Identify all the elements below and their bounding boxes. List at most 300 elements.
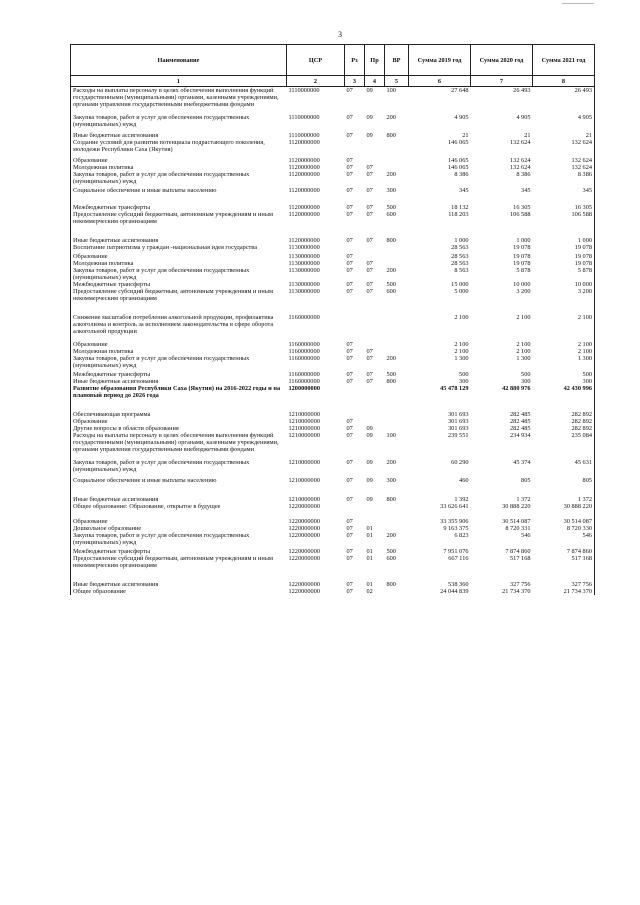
row-csr: 1120000000 [288,204,320,211]
row-sum-2021: 106 588 [533,211,595,237]
row-rz [345,139,365,157]
row-rz: 07 [346,348,353,355]
row-sum-2019: 8 386 [454,171,469,178]
row-name: Закупка товаров, работ и услуг для обеспечения государственных (муниципальных) нужд [71,171,287,187]
row-sum-2020: 30 514 087 [502,518,531,525]
row-csr: 1210000000 [288,411,320,418]
row-name: Общее образование [71,588,287,595]
row-sum-2019: 5 000 [454,288,469,295]
row-vr [385,253,409,260]
row-vr: 300 [386,187,396,194]
row-sum-2019: 27 648 [451,87,469,94]
table-row [71,432,595,459]
row-csr: 1220000000 [288,525,320,532]
row-pr: 07 [366,187,373,194]
row-pr [365,385,385,411]
row-sum-2020: 132 624 [510,164,531,171]
row-sum-2019: 60 290 [451,459,469,466]
row-pr: 07 [366,237,373,244]
row-name: Межбюджетные трансферты [71,548,287,555]
row-sum-2021: 500 [533,371,595,378]
row-rz: 07 [346,555,353,562]
row-sum-2020: 10 000 [513,281,531,288]
row-sum-2020: 282 485 [510,418,531,425]
row-rz: 07 [346,341,353,348]
row-sum-2020: 3 200 [516,288,531,295]
row-sum-2021: 10 000 [533,281,595,288]
row-pr [365,139,385,157]
row-sum-2021: 8 720 330 [533,525,595,532]
row-csr: 1220000000 [288,518,320,525]
row-pr: 09 [366,432,373,439]
row-sum-2021: 1 000 [533,237,595,244]
table-row [71,267,595,281]
row-sum-2021: 300 [533,378,595,385]
row-name: Социальное обеспечение и иные выплаты населению [71,187,287,204]
row-sum-2020: 132 624 [510,157,531,164]
row-vr [385,411,409,418]
table-row [71,164,595,171]
table-row [71,411,595,418]
table-row [71,132,595,139]
table-row [71,385,595,411]
row-pr: 07 [366,288,373,295]
row-sum-2019: 28 563 [451,253,469,260]
row-pr: 09 [366,477,373,484]
row-rz: 07 [346,425,353,432]
row-csr: 1120000000 [288,211,320,218]
row-rz: 07 [346,518,353,525]
row-rz: 07 [346,164,353,171]
row-name: Иные бюджетные ассигнования [71,378,287,385]
row-sum-2019: 1 300 [454,355,469,362]
row-name: Иные бюджетные ассигнования [71,237,287,244]
table-row [71,588,595,595]
row-sum-2020: 42 880 976 [502,385,531,392]
row-pr: 07 [366,211,373,218]
row-pr: 07 [366,260,373,267]
row-name: Предоставление субсидий бюджетным, автономным учреждениям и иным некоммерческим организациям [71,211,287,237]
row-pr: 07 [366,164,373,171]
row-rz: 07 [346,267,353,274]
row-pr: 09 [366,496,373,503]
row-sum-2019: 301 693 [448,425,469,432]
row-pr: 07 [366,204,373,211]
row-sum-2019: 1 000 [454,237,469,244]
row-sum-2021: 2 100 [533,341,595,348]
row-sum-2021: 7 874 860 [533,548,595,555]
row-rz [345,314,365,341]
column-index: 7 [471,76,533,87]
row-vr: 200 [386,355,396,362]
row-sum-2019: 667 116 [448,555,469,562]
row-sum-2021: 4 905 [533,114,595,132]
row-name: Расходы на выплаты персоналу в целях обеспечения выполнения функций государственными (муниципальными) органами, казенными учреждениями, органами управления государственными внебюджетными фондами [71,87,287,115]
row-csr: 1220000000 [288,581,320,588]
row-sum-2021: 282 892 [533,418,595,425]
row-sum-2019: 24 044 839 [440,588,469,595]
table-row [71,244,595,253]
row-name: Социальное обеспечение и иные выплаты населению [71,477,287,496]
row-sum-2020: 2 100 [516,341,531,348]
row-csr: 1210000000 [288,432,320,439]
row-sum-2020: 1 300 [516,355,531,362]
row-vr [385,418,409,425]
row-vr: 500 [386,281,396,288]
column-index: 5 [385,76,409,87]
row-csr: 1210000000 [288,425,320,432]
row-sum-2020: 2 100 [516,348,531,355]
row-csr: 1130000000 [288,253,320,260]
row-pr [365,157,385,164]
row-vr: 500 [386,548,396,555]
row-pr: 09 [366,114,373,121]
row-rz: 07 [346,87,353,94]
row-csr: 1130000000 [288,244,320,251]
row-vr: 800 [386,581,396,588]
row-sum-2019: 2 100 [454,348,469,355]
row-vr [385,588,409,595]
header-vr: ВР [385,45,409,76]
row-sum-2021: 805 [533,477,595,496]
table-row [71,425,595,432]
table-row [71,418,595,425]
column-index: 1 [71,76,287,87]
row-sum-2020: 19 078 [513,244,531,251]
header-rz: Рз [345,45,365,76]
table-row [71,503,595,518]
row-vr: 200 [386,459,396,466]
row-rz: 07 [346,355,353,362]
row-vr [385,425,409,432]
row-rz: 07 [346,281,353,288]
row-sum-2020: 4 905 [516,114,531,121]
row-name: Образование [71,418,287,425]
row-sum-2019: 2 100 [454,341,469,348]
row-sum-2021: 235 084 [533,432,595,459]
row-sum-2021: 132 624 [533,157,595,164]
row-sum-2021: 132 624 [533,164,595,171]
row-vr: 600 [386,211,396,218]
row-name: Образование [71,518,287,525]
row-csr: 1220000000 [288,588,320,595]
row-name: Молодежная политика [71,164,287,171]
row-sum-2020: 26 493 [513,87,531,94]
row-pr [365,341,385,348]
row-sum-2020: 345 [521,187,531,194]
row-csr: 1210000000 [288,418,320,425]
row-name: Воспитание патриотизма у граждан -национальная идея государства [71,244,287,253]
row-vr: 800 [386,496,396,503]
row-name: Межбюджетные трансферты [71,371,287,378]
row-sum-2019: 21 [462,132,469,139]
row-sum-2020: 500 [521,371,531,378]
row-name: Предоставление субсидий бюджетным, автономным учреждениям и иным некоммерческим организациям [71,555,287,581]
row-name: Общее образование: Образование, открытое в будущее [71,503,287,518]
row-csr: 1160000000 [288,341,320,348]
row-sum-2020: 106 588 [510,211,531,218]
row-sum-2021: 546 [533,532,595,548]
column-index: 3 [345,76,365,87]
row-pr: 07 [366,348,373,355]
row-pr [365,411,385,418]
row-sum-2020: 2 100 [516,314,531,321]
row-name: Закупка товаров, работ и услуг для обеспечения государственных (муниципальных) нужд [71,355,287,371]
row-rz: 07 [346,371,353,378]
row-vr: 100 [386,87,396,94]
table-row [71,187,595,204]
row-vr [385,518,409,525]
row-csr: 1220000000 [288,503,320,510]
row-rz: 07 [346,204,353,211]
row-name: Иные бюджетные ассигнования [71,132,287,139]
row-sum-2020: 19 078 [513,260,531,267]
table-row [71,253,595,260]
row-sum-2020: 8 386 [516,171,531,178]
row-vr: 200 [386,171,396,178]
row-name: Иные бюджетные ассигнования [71,496,287,503]
row-pr: 07 [366,355,373,362]
row-rz: 07 [346,532,353,539]
row-name: Создание условий для развития потенциала подрастающего поколения, молодежи Республики Саха (Якутия) [71,139,287,157]
table-row [71,518,595,525]
row-pr: 01 [366,581,373,588]
row-pr: 01 [366,532,373,539]
header-sum-2020: Сумма 2020 год [471,45,533,76]
row-csr: 1120000000 [288,187,320,194]
table-row [71,355,595,371]
row-sum-2021: 3 200 [533,288,595,314]
row-sum-2021: 2 100 [533,348,595,355]
row-sum-2019: 4 905 [454,114,469,121]
row-rz: 07 [346,525,353,532]
row-sum-2020: 517 168 [510,555,531,562]
row-sum-2021: 517 168 [533,555,595,581]
row-csr: 1220000000 [288,555,320,562]
row-sum-2019: 28 563 [451,244,469,251]
row-sum-2020: 805 [521,477,531,484]
row-csr: 1110000000 [288,114,320,121]
row-sum-2021: 345 [533,187,595,204]
table-row [71,532,595,548]
row-vr: 800 [386,237,396,244]
row-vr [385,244,409,253]
row-sum-2019: 146 065 [448,139,469,146]
column-index: 8 [533,76,595,87]
row-name: Обеспечивающая программа [71,411,287,418]
row-rz: 07 [346,114,353,121]
table-row [71,288,595,314]
column-index: 4 [365,76,385,87]
table-row [71,371,595,378]
table-row [71,496,595,503]
budget-table [70,44,595,595]
row-csr: 1160000000 [288,378,320,385]
row-csr: 1110000000 [288,87,320,94]
row-vr [385,341,409,348]
row-pr: 09 [366,425,373,432]
table-row [71,459,595,477]
table-row [71,525,595,532]
row-name: Закупка товаров, работ и услуг для обеспечения государственных (муниципальных) нужд [71,114,287,132]
row-sum-2020: 8 720 331 [505,525,531,532]
row-sum-2021: 19 078 [533,244,595,253]
table-header-row [71,45,595,76]
row-sum-2020: 546 [521,532,531,539]
row-sum-2020: 16 305 [513,204,531,211]
row-rz: 07 [346,378,353,385]
row-vr: 600 [386,288,396,295]
column-index: 6 [409,76,471,87]
row-vr: 800 [386,132,396,139]
column-index: 2 [287,76,345,87]
row-vr [385,503,409,518]
row-sum-2019: 239 551 [448,432,469,439]
row-pr: 07 [366,371,373,378]
row-sum-2020: 282 485 [510,425,531,432]
row-sum-2019: 300 [459,378,469,385]
row-name: Межбюджетные трансферты [71,204,287,211]
row-vr: 600 [386,555,396,562]
table-row [71,211,595,237]
row-sum-2019: 1 392 [454,496,469,503]
row-csr: 1120000000 [288,157,320,164]
header-sum-2021: Сумма 2021 год [533,45,595,76]
row-rz: 07 [346,548,353,555]
row-sum-2019: 28 563 [451,260,469,267]
row-name: Снижение масштабов потребления алкогольной продукции, профилактика алкоголизма и контроль за исполнением законодательства в сфере оборота алкогольной продукции [71,314,287,341]
row-sum-2019: 7 951 076 [443,548,469,555]
page-number: 3 [338,30,342,39]
row-rz: 07 [346,171,353,178]
row-sum-2019: 2 100 [454,314,469,321]
row-pr: 07 [366,267,373,274]
row-sum-2019: 33 626 641 [440,503,469,510]
row-csr: 1130000000 [288,260,320,267]
row-pr: 01 [366,555,373,562]
table-row [71,378,595,385]
row-pr [365,418,385,425]
row-vr: 800 [386,378,396,385]
row-name: Другие вопросы в области образования [71,425,287,432]
row-vr [385,348,409,355]
row-csr: 1160000000 [288,355,320,362]
table-row [71,341,595,348]
row-name: Молодежная политика [71,260,287,267]
row-rz: 07 [346,157,353,164]
row-sum-2021: 21 734 370 [533,588,595,595]
row-sum-2019: 301 693 [448,418,469,425]
row-pr [365,314,385,341]
row-vr: 200 [386,267,396,274]
row-vr [385,260,409,267]
row-csr: 1210000000 [288,496,320,503]
row-sum-2019: 460 [459,477,469,484]
row-sum-2019: 9 163 375 [443,525,469,532]
row-sum-2021: 30 888 220 [533,503,595,518]
row-csr: 1210000000 [288,459,320,466]
row-sum-2020: 7 874 860 [505,548,531,555]
row-sum-2019: 345 [459,187,469,194]
row-csr: 1120000000 [288,164,320,171]
row-pr: 09 [366,87,373,94]
row-name: Образование [71,341,287,348]
row-csr: 1160000000 [288,371,320,378]
row-sum-2019: 6 823 [454,532,469,539]
table-row [71,281,595,288]
row-vr [385,157,409,164]
row-rz [345,411,365,418]
row-name: Иные бюджетные ассигнования [71,581,287,588]
row-sum-2020: 282 485 [510,411,531,418]
row-sum-2019: 301 693 [448,411,469,418]
row-rz: 07 [346,288,353,295]
row-csr: 1130000000 [288,281,320,288]
row-csr: 1120000000 [288,139,320,146]
row-rz: 07 [346,477,353,484]
row-sum-2020: 19 078 [513,253,531,260]
row-sum-2021: 8 386 [533,171,595,187]
row-csr: 1110000000 [288,132,320,139]
table-row [71,260,595,267]
row-sum-2020: 45 374 [513,459,531,466]
row-vr: 500 [386,204,396,211]
row-rz: 07 [346,132,353,139]
row-rz [345,385,365,411]
row-sum-2020: 21 734 370 [502,588,531,595]
table-row [71,114,595,132]
row-vr [385,164,409,171]
table-row [71,139,595,157]
row-csr: 1160000000 [288,348,320,355]
row-rz: 07 [346,496,353,503]
table-row [71,548,595,555]
table-row [71,348,595,355]
row-rz: 07 [346,581,353,588]
row-csr: 1160000000 [288,314,320,321]
row-sum-2020: 132 624 [510,139,531,146]
row-sum-2019: 15 000 [451,281,469,288]
row-name: Расходы на выплаты персоналу в целях обеспечения выполнения функций государственными (муниципальными) органами, казенными учреждениями, органами управления государственными внебюджетными фондами [71,432,287,459]
row-rz: 07 [346,418,353,425]
row-name: Межбюджетные трансферты [71,281,287,288]
row-rz: 07 [346,253,353,260]
row-pr: 07 [366,171,373,178]
row-csr: 1220000000 [288,532,320,539]
row-sum-2019: 45 478 129 [440,385,469,392]
row-rz: 07 [346,260,353,267]
table-row [71,314,595,341]
row-vr: 200 [386,532,396,539]
row-csr: 1130000000 [288,267,320,274]
row-sum-2021: 2 100 [533,314,595,341]
row-sum-2019: 18 132 [451,204,469,211]
row-vr: 100 [386,432,396,439]
row-sum-2020: 234 934 [510,432,531,439]
row-sum-2021: 282 892 [533,411,595,418]
table-row [71,157,595,164]
table-row [71,237,595,244]
row-sum-2021: 19 078 [533,253,595,260]
header-sum-2019: Сумма 2019 год [409,45,471,76]
row-sum-2021: 26 493 [533,87,595,115]
row-sum-2021: 45 631 [533,459,595,477]
row-pr: 07 [366,378,373,385]
row-sum-2019: 118 203 [448,211,469,218]
row-vr [385,525,409,532]
row-sum-2021: 1 300 [533,355,595,371]
row-sum-2019: 146 065 [448,157,469,164]
